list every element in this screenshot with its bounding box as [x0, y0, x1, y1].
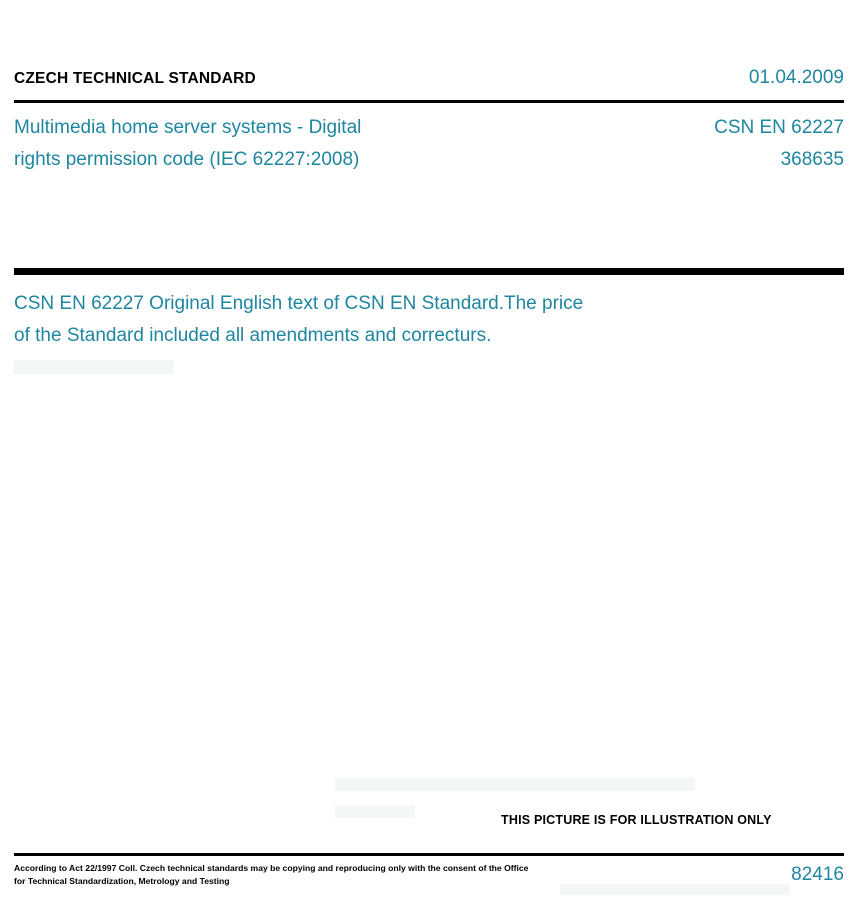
document-description [14, 288, 694, 352]
title-block [14, 112, 844, 176]
description-line-2: of the Standard included all amendments and correcturs. [14, 325, 492, 346]
document-date: 01.04.2009 [748, 67, 844, 88]
footer-code: 82416 [791, 864, 844, 885]
illustration-note: THIS PICTURE IS FOR ILLUSTRATION ONLY [501, 813, 772, 827]
footer-divider [14, 853, 844, 856]
document-title [14, 112, 484, 176]
faint-artifact-mid [335, 778, 695, 791]
description-line-1: CSN EN 62227 Original English text of CSN EN Standard.The price [14, 293, 584, 314]
designation-line-2: 368635 [780, 149, 844, 170]
faint-artifact-mid-small [335, 805, 415, 818]
designation-line-1: CSN EN 62227 [714, 117, 844, 138]
document-designation [514, 112, 844, 176]
document-kind-label: CZECH TECHNICAL STANDARD [14, 70, 256, 87]
section-divider [14, 268, 844, 275]
footer-legal-line-1: According to Act 22/1997 Coll. Czech technical standards may be copying and reproducing only with the consent of the Office [14, 863, 529, 873]
faint-artifact-upper [14, 360, 174, 374]
document-footer [14, 862, 844, 888]
document-title-line-1: Multimedia home server systems - Digital [14, 117, 362, 138]
document-title-line-2: rights permission code (IEC 62227:2008) [14, 149, 360, 170]
header-divider [14, 100, 844, 103]
footer-legal-line-2: for Technical Standardization, Metrology and Testing [14, 876, 230, 886]
footer-legal-text [14, 862, 614, 888]
document-header [14, 68, 844, 88]
